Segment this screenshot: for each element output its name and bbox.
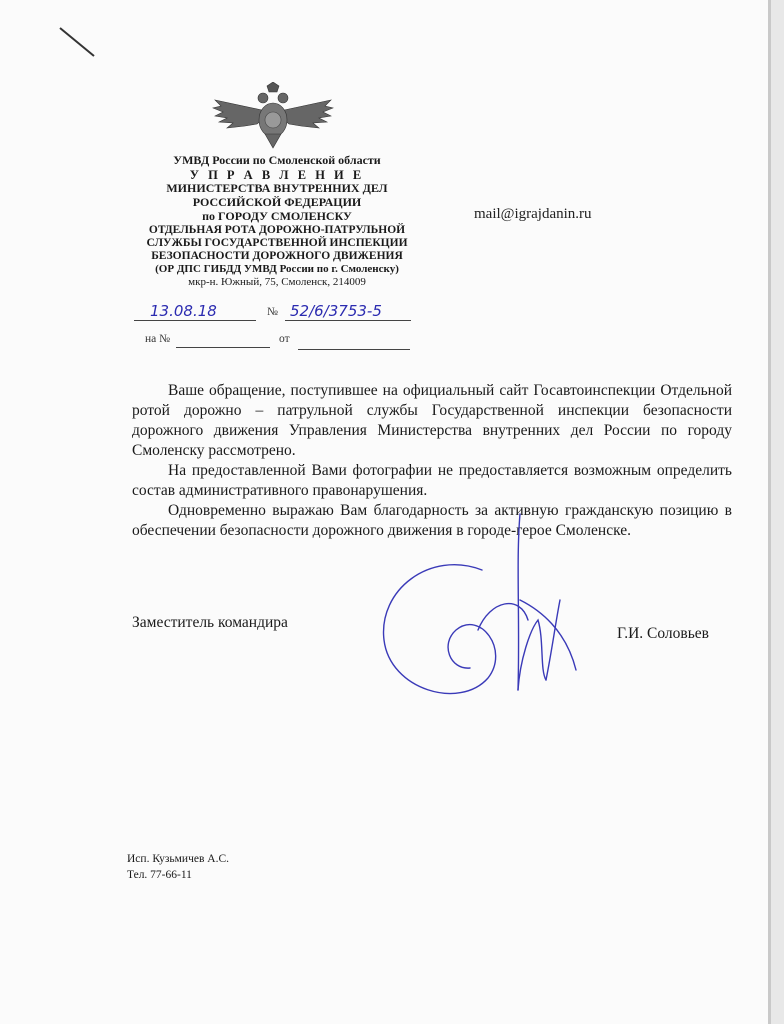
- body-paragraph: Ваше обращение, поступившее на официальный сайт Госавтоинспекции Отдельной ротой дорожно – патрульной службы Государственной инспекции безопасности дорожного движения Управления Министерства внутренних дел России по городу Смоленску рассмотрено.: [132, 382, 732, 459]
- scan-corner-mark: [58, 24, 98, 60]
- recipient-email: mail@igrajdanin.ru: [474, 206, 592, 222]
- ref-label: на №: [145, 333, 171, 345]
- ref-underline: [176, 347, 270, 348]
- from-underline: [298, 349, 410, 350]
- registration-date: 13.08.18: [150, 302, 217, 320]
- letterhead-line: У П Р А В Л Е Н И Е: [189, 167, 365, 182]
- registration-number: 52/6/3753-5: [290, 302, 382, 320]
- letterhead-address: мкр-н. Южный, 75, Смоленск, 214009: [188, 275, 366, 288]
- scan-edge: [768, 0, 784, 1024]
- executor-phone: Тел. 77-66-11: [127, 869, 192, 881]
- letterhead-line: РОССИЙСКОЙ ФЕДЕРАЦИИ: [192, 194, 362, 209]
- letterhead-line: МИНИСТЕРСТВА ВНУТРЕННИХ ДЕЛ: [166, 181, 388, 196]
- executor-info: [127, 851, 229, 883]
- letterhead-line: УМВД России по Смоленской области: [173, 153, 381, 167]
- signer-title: Заместитель командира: [132, 614, 288, 631]
- body-paragraph: На предоставленной Вами фотографии не предоставляется возможным определить состав административного правонарушения.: [132, 462, 732, 499]
- handwritten-signature: [370, 510, 600, 720]
- date-underline: [134, 320, 256, 321]
- letterhead-line: (ОР ДПС ГИБДД УМВД России по г. Смоленску): [155, 263, 399, 276]
- signer-name: Г.И. Соловьев: [617, 625, 709, 642]
- letterhead-line: ОТДЕЛЬНАЯ РОТА ДОРОЖНО-ПАТРУЛЬНОЙ: [148, 223, 406, 236]
- letterhead-line: по ГОРОДУ СМОЛЕНСКУ: [202, 208, 352, 223]
- number-underline: [285, 320, 411, 321]
- body-paragraph: Одновременно выражаю Вам благодарность за активную гражданскую позицию в обеспечении безопасности дорожного движения в городе-герое Смоленске.: [132, 502, 732, 539]
- executor-name: Исп. Кузьмичев А.С.: [127, 853, 230, 865]
- from-label: от: [279, 333, 290, 345]
- number-sign: №: [267, 306, 278, 318]
- letterhead-line: СЛУЖБЫ ГОСУДАРСТВЕННОЙ ИНСПЕКЦИИ: [146, 236, 408, 249]
- double-headed-eagle-icon: [211, 82, 335, 150]
- letterhead-line: БЕЗОПАСНОСТИ ДОРОЖНОГО ДВИЖЕНИЯ: [151, 250, 403, 262]
- letterhead: [132, 154, 422, 289]
